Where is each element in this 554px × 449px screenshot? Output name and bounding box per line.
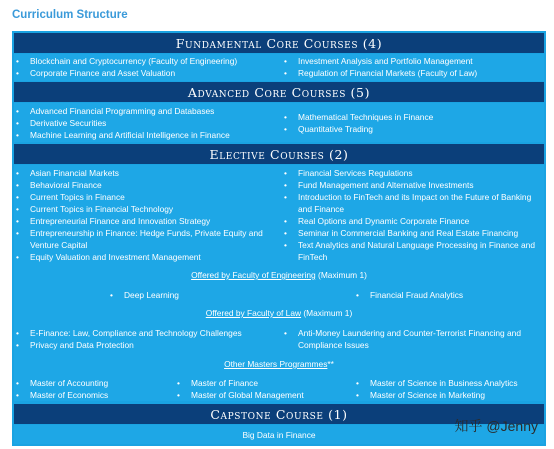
course-item: • Regulation of Financial Markets (Faculty of Law) [298, 67, 477, 79]
course-item: • Derivative Securities [30, 117, 106, 129]
course-item: • Corporate Finance and Asset Valuation [30, 67, 175, 79]
program-item: • Master of Accounting [30, 377, 108, 389]
course-item: • Current Topics in Finance [30, 191, 125, 203]
program-item: • Master of Science in Business Analytics [370, 377, 518, 389]
law-link[interactable]: Offered by Faculty of Law [205, 308, 302, 318]
course-item: • Machine Learning and Artificial Intelligence in Finance [30, 129, 230, 141]
course-item: • Quantitative Trading [298, 123, 373, 135]
law-note: (Maximum 1) [301, 308, 353, 318]
capstone-item: Big Data in Finance [242, 430, 316, 440]
course-item: • Real Options and Dynamic Corporate Finance [298, 215, 469, 227]
engineering-link[interactable]: Offered by Faculty of Engineering [191, 270, 316, 280]
course-item: • Entrepreneurial Finance and Innovation Strategy [30, 215, 210, 227]
other-masters-subheading [14, 358, 544, 370]
course-item: • Behavioral Finance [30, 179, 102, 191]
course-item: • Investment Analysis and Portfolio Management [298, 55, 473, 67]
capstone-heading: Capstone Course (1) [14, 404, 544, 424]
other-masters-link[interactable]: Other Masters Programmes [224, 359, 328, 369]
program-item: • Master of Science in Marketing [370, 389, 485, 401]
advanced-core-heading: Advanced Core Courses (5) [14, 82, 544, 102]
curriculum-table [12, 31, 546, 446]
fundamental-core-block [14, 54, 544, 81]
advanced-core-block [14, 103, 544, 142]
course-item: • Mathematical Techniques in Finance [298, 111, 433, 123]
course-item: • Entrepreneurship in Finance: Hedge Funds, Private Equity and Venture Capital [30, 227, 280, 251]
engineering-note: (Maximum 1) [315, 270, 367, 280]
elective-heading: Elective Courses (2) [14, 144, 544, 164]
program-item: • Master of Finance [191, 377, 258, 389]
watermark: 知乎 @Jenny [454, 418, 538, 434]
course-item: • Blockchain and Cryptocurrency (Faculty of Engineering) [30, 55, 237, 67]
course-item: • Asian Financial Markets [30, 167, 119, 179]
program-item: • Master of Global Management [191, 389, 304, 401]
course-item: • Financial Services Regulations [298, 167, 413, 179]
program-item: • Master of Economics [30, 389, 108, 401]
course-item: • E-Finance: Law, Compliance and Technology Challenges [30, 327, 242, 339]
course-item: • Fund Management and Alternative Investments [298, 179, 474, 191]
engineering-subheading [14, 269, 544, 281]
fundamental-core-heading: Fundamental Core Courses (4) [14, 33, 544, 53]
course-item: • Financial Fraud Analytics [370, 289, 463, 301]
course-item: • Text Analytics and Natural Language Processing in Finance and FinTech [298, 239, 540, 263]
course-item: • Introduction to FinTech and its Impact on the Future of Banking and Finance [298, 191, 538, 215]
course-item: • Equity Valuation and Investment Management [30, 251, 201, 263]
course-item: • Anti-Money Laundering and Counter-Terrorist Financing and Compliance Issues [298, 327, 534, 351]
elective-block [14, 165, 544, 401]
course-item: • Seminar in Commercial Banking and Real Estate Financing [298, 227, 518, 239]
page-title: Curriculum Structure [12, 9, 128, 21]
other-masters-note: ** [327, 359, 334, 369]
course-item: • Deep Learning [124, 289, 179, 301]
law-subheading [14, 307, 544, 319]
course-item: • Current Topics in Financial Technology [30, 203, 173, 215]
course-item: • Privacy and Data Protection [30, 339, 134, 351]
course-item: • Advanced Financial Programming and Databases [30, 105, 214, 117]
